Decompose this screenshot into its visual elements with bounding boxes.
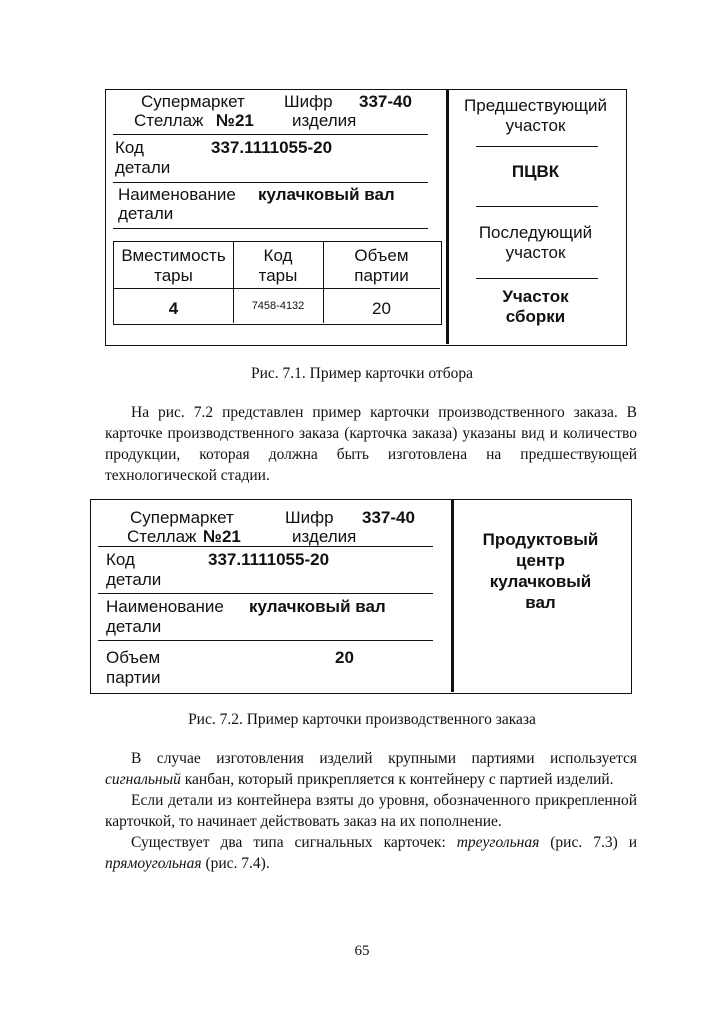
table-cell: 7458-4132 bbox=[251, 300, 305, 312]
prev-section-label: Предшествующий bbox=[464, 96, 607, 115]
volume-label-2: партии bbox=[106, 668, 161, 687]
part-label: детали bbox=[115, 158, 171, 177]
cipher-label: Шифр bbox=[284, 92, 333, 111]
pick-card bbox=[105, 89, 627, 346]
production-order-card bbox=[90, 499, 632, 694]
text-run: В случае изготовления изделий крупными партиями используется bbox=[131, 750, 637, 767]
paragraph-text: На рис. 7.2 представлен пример карточки производственного заказа. В карточке производственного заказа (карточка заказа) указаны вид и количество продукции, которая должна быть изготовлена на предшествующей технологической стадии. bbox=[105, 404, 637, 484]
divider bbox=[113, 134, 428, 135]
italic-term: сигнальный bbox=[105, 771, 181, 788]
table-header: Код bbox=[263, 246, 293, 265]
table-cell: 4 bbox=[168, 299, 179, 318]
rack-number: №21 bbox=[216, 111, 254, 130]
name-label-2: детали bbox=[118, 204, 174, 223]
figure-caption: Рис. 7.1. Пример карточки отбора bbox=[251, 365, 473, 382]
paragraph bbox=[105, 832, 637, 874]
divider bbox=[113, 228, 428, 229]
divider bbox=[476, 146, 598, 147]
part-code-label: Код bbox=[115, 138, 144, 157]
part-label: детали bbox=[106, 570, 162, 589]
cipher-value: 337-40 bbox=[362, 508, 415, 527]
supermarket-label: Супермаркет bbox=[141, 92, 245, 111]
capacity-table bbox=[113, 241, 442, 325]
table-header: Объем bbox=[354, 246, 409, 265]
cipher-label: Шифр bbox=[285, 508, 334, 527]
name-label: Наименование bbox=[118, 185, 236, 204]
italic-term: треугольная bbox=[456, 834, 540, 851]
text-run: Существует два типа сигнальных карточек: bbox=[131, 834, 457, 851]
volume-label: Объем bbox=[106, 648, 161, 667]
rack-label: Стеллаж bbox=[127, 527, 197, 546]
paragraph bbox=[105, 748, 637, 790]
product-center-line: центр bbox=[516, 551, 565, 570]
divider bbox=[98, 640, 433, 641]
table-header: тары bbox=[154, 266, 193, 285]
divider bbox=[113, 182, 428, 183]
prev-section-label: участок bbox=[505, 116, 566, 135]
product-label: изделия bbox=[292, 111, 357, 130]
name-label: Наименование bbox=[106, 597, 224, 616]
next-section-value: Участок bbox=[502, 287, 569, 306]
figure-caption: Рис. 7.2. Пример карточки производственного заказа bbox=[188, 711, 536, 728]
divider bbox=[476, 278, 598, 279]
product-label: изделия bbox=[292, 527, 357, 546]
table-header: тары bbox=[258, 266, 298, 285]
part-code-value: 337.1111055-20 bbox=[208, 550, 330, 569]
volume-value: 20 bbox=[335, 648, 354, 667]
body-paragraph bbox=[105, 402, 637, 486]
cipher-value: 337-40 bbox=[359, 92, 412, 111]
divider bbox=[98, 593, 433, 594]
text-run: (рис. 7.3) и bbox=[539, 834, 637, 851]
next-section-value: сборки bbox=[505, 307, 566, 326]
name-label-2: детали bbox=[106, 617, 162, 636]
table-header: партии bbox=[354, 266, 409, 285]
part-code-label: Код bbox=[106, 550, 135, 569]
supermarket-label: Супермаркет bbox=[130, 508, 234, 527]
next-section-label: Последующий bbox=[478, 223, 593, 242]
rack-number: №21 bbox=[203, 527, 241, 546]
table-row-divider bbox=[114, 288, 440, 289]
italic-term: прямоугольная bbox=[105, 855, 202, 872]
name-value: кулачковый вал bbox=[258, 185, 395, 204]
divider bbox=[98, 546, 433, 547]
name-value: кулачковый вал bbox=[249, 597, 386, 616]
prev-section-value: ПЦВК bbox=[511, 162, 560, 181]
text-run: канбан, который прикрепляется к контейнеру с партией изделий. bbox=[180, 771, 614, 788]
rack-label: Стеллаж bbox=[134, 111, 204, 130]
body-paragraphs bbox=[105, 748, 637, 874]
divider bbox=[476, 206, 598, 207]
text-run: (рис. 7.4). bbox=[201, 855, 270, 872]
product-center-line: Продуктовый bbox=[482, 530, 599, 549]
part-code-value: 337.1111055-20 bbox=[211, 138, 333, 157]
table-header: Вместимость bbox=[121, 246, 226, 265]
next-section-label: участок bbox=[505, 243, 566, 262]
product-center-line: вал bbox=[525, 593, 556, 612]
table-cell: 20 bbox=[372, 299, 391, 318]
product-center-line: кулачковый bbox=[489, 572, 592, 591]
paragraph: Если детали из контейнера взяты до уровня, обозначенного прикрепленной карточкой, то начинает действовать заказ на их пополнение. bbox=[105, 792, 637, 830]
page-number: 65 bbox=[354, 943, 370, 959]
